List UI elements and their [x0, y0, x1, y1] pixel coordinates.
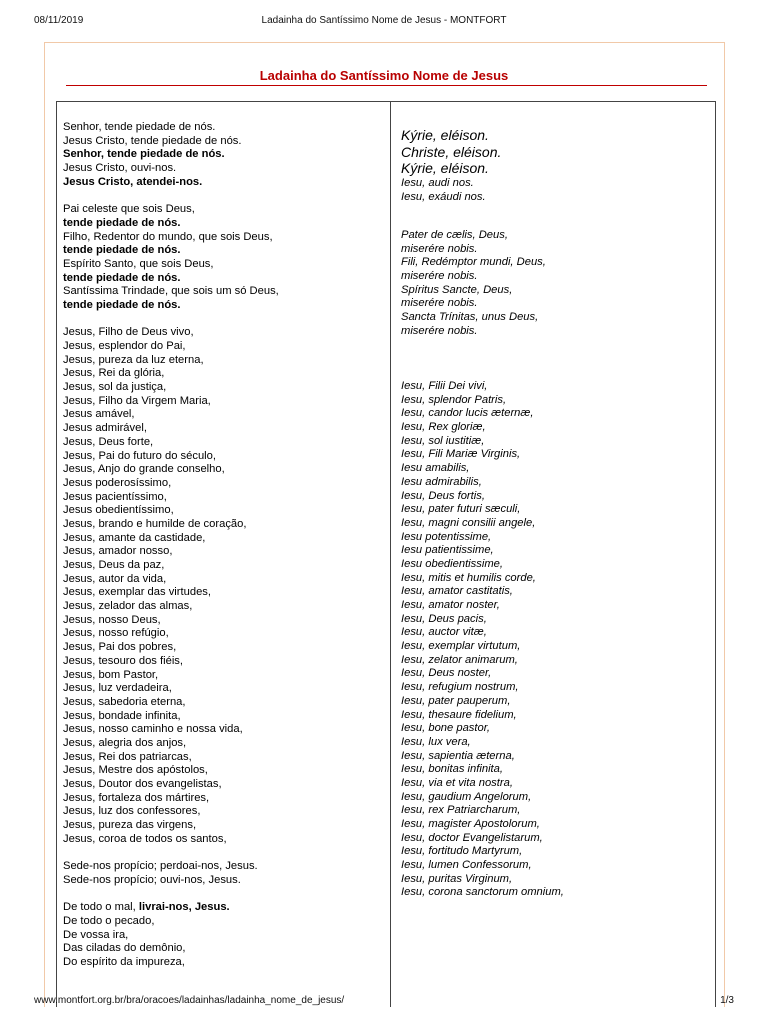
litany-line [63, 915, 279, 929]
document-title: Ladainha do Santíssimo Nome de Jesus [259, 68, 509, 83]
latin-line: Iesu, refugium nostrum, [401, 681, 519, 694]
litany-line-text: Jesus, autor da vida, [63, 572, 167, 585]
litany-line [63, 422, 279, 436]
latin-line: Iesu, thesaure fidelium, [401, 708, 517, 721]
litany-line [63, 614, 279, 628]
stanza-gap [63, 313, 279, 327]
litany-line [63, 792, 279, 806]
litany-line-text: Jesus admirável, [63, 422, 147, 435]
litany-line [63, 450, 279, 464]
litany-line [63, 217, 279, 231]
litany-line-text: Do espírito da impureza, [63, 955, 185, 968]
latin-line: Christe, eléison. [401, 143, 502, 160]
latin-line: Kýrie, eléison. [401, 160, 489, 176]
latin-line: Iesu, exáudi nos. [401, 190, 486, 203]
latin-audi-block [401, 177, 486, 204]
litany-line [63, 326, 279, 340]
litany-line [63, 504, 279, 518]
litany-line-text: Jesus, Rei da glória, [63, 367, 165, 380]
latin-pater-block [401, 229, 546, 339]
litany-line-text: Jesus obedientíssimo, [63, 504, 174, 517]
latin-line: Sancta Trínitas, unus Deus, [401, 311, 539, 324]
litany-line [63, 737, 279, 751]
litany-line [63, 340, 279, 354]
litany-line [63, 819, 279, 833]
latin-line: Iesu, Filii Dei vivi, [401, 380, 488, 392]
litany-line [63, 778, 279, 792]
litany-line-text: Jesus, nosso Deus, [63, 613, 161, 626]
litany-line-text: tende piedade de nós. [63, 244, 181, 257]
litany-line [63, 285, 279, 299]
litany-line-text: Senhor, tende piedade de nós. [63, 148, 225, 161]
litany-line [63, 203, 279, 217]
litany-line [63, 518, 279, 532]
litany-line-text: Jesus, Deus forte, [63, 435, 154, 448]
litany-line-text: Jesus, Deus da paz, [63, 559, 165, 571]
litany-line [63, 669, 279, 683]
litany-line-text: Jesus Cristo, ouvi-nos. [63, 162, 177, 175]
litany-line-text: Jesus, exemplar das virtudes, [63, 586, 211, 599]
litany-line-text: Jesus Cristo, tende piedade de nós. [63, 134, 242, 147]
latin-line: Iesu obedientissime, [401, 557, 503, 570]
latin-line: Kýrie, eléison. [401, 127, 489, 143]
litany-line [63, 901, 279, 915]
litany-line-text: Espírito Santo, que sois Deus, [63, 257, 214, 270]
litany-line-text: Jesus, alegria dos anjos, [63, 736, 187, 749]
litany-line [63, 463, 279, 477]
litany-line-text: tende piedade de nós. [63, 271, 181, 284]
litany-line-text: Jesus, pureza das virgens, [63, 819, 197, 832]
latin-line: Iesu, zelator animarum, [401, 653, 518, 666]
latin-line: Iesu, gaudium Angelorum, [401, 790, 532, 803]
litany-line [63, 956, 279, 970]
print-date: 08/11/2019 [34, 15, 84, 26]
litany-line [63, 805, 279, 819]
litany-line-text: Jesus poderosíssimo, [63, 476, 172, 489]
litany-line [63, 367, 279, 381]
litany-line-text: Jesus, zelador das almas, [63, 600, 193, 613]
litany-line [63, 148, 279, 162]
litany-line [63, 559, 279, 573]
stanza-gap [63, 846, 279, 860]
portuguese-column [63, 121, 279, 970]
latin-line: Spíritus Sancte, Deus, [401, 283, 513, 296]
litany-line-text: Jesus, Pai do futuro do século, [63, 449, 216, 462]
latin-line: Iesu, lux vera, [401, 735, 471, 748]
litany-line-text: Jesus, brando e humilde de coração, [63, 517, 247, 530]
latin-line: Iesu, exemplar virtutum, [401, 640, 521, 653]
title-divider [66, 85, 707, 86]
litany-line-text: Jesus, Anjo do grande conselho, [63, 463, 225, 476]
litany-line [63, 710, 279, 724]
litany-line-text: Jesus amável, [63, 408, 135, 421]
latin-iesu-block [401, 380, 564, 900]
litany-line [63, 244, 279, 258]
litany-line [63, 655, 279, 669]
litany-response: livrai-nos, Jesus. [138, 901, 230, 914]
print-page-title: Ladainha do Santíssimo Nome de Jesus - MONTFORT [261, 15, 507, 26]
latin-line: Iesu, Deus noster, [401, 667, 492, 680]
litany-line-text: Filho, Redentor do mundo, que sois Deus, [63, 230, 273, 243]
litany-line-text: Sede-nos propício; ouvi-nos, Jesus. [63, 873, 241, 886]
litany-line [63, 231, 279, 245]
litany-line-text: tende piedade de nós. [63, 298, 181, 311]
litany-line-text: De vossa ira, [63, 928, 129, 941]
latin-line: Iesu, splendor Patris, [401, 393, 507, 406]
litany-line-text: Jesus, luz dos confessores, [63, 805, 201, 818]
litany-line [63, 641, 279, 655]
litany-line-text: Das ciladas do demônio, [63, 942, 186, 955]
litany-line [63, 381, 279, 395]
latin-line: Iesu, pater pauperum, [401, 694, 511, 707]
litany-line-text: De todo o pecado, [63, 914, 155, 927]
latin-line: Iesu, bone pastor, [401, 722, 490, 735]
print-url: www.montfort.org.br/bra/oracoes/ladainhas/ladainha_nome_de_jesus/ [34, 995, 345, 1006]
litany-line [63, 586, 279, 600]
litany-line [63, 600, 279, 614]
latin-line: Iesu, magni consilii angele, [401, 516, 536, 529]
latin-line: Iesu, sol iustitiæ, [401, 434, 485, 447]
litany-line-text: Santíssima Trindade, que sois um só Deus, [63, 285, 279, 298]
latin-line: Iesu, amator castitatis, [401, 585, 513, 598]
litany-line [63, 682, 279, 696]
litany-line [63, 833, 279, 847]
litany-line [63, 860, 279, 874]
litany-line-text: Jesus, Filho de Deus vivo, [63, 326, 194, 339]
litany-line [63, 545, 279, 559]
latin-line: miserére nobis. [401, 242, 478, 255]
litany-line-text: Jesus, Filho da Virgem Maria, [63, 394, 211, 407]
litany-line [63, 258, 279, 272]
litany-line-text: Senhor, tende piedade de nós. [63, 121, 216, 133]
latin-line: Iesu, Deus fortis, [401, 489, 485, 502]
litany-line-text: Jesus, amador nosso, [63, 545, 173, 558]
litany-line [63, 573, 279, 587]
latin-line: Iesu, magister Apostolorum, [401, 818, 540, 830]
latin-line: Iesu, mitis et humilis corde, [401, 571, 536, 584]
latin-line: Iesu admirabilis, [401, 475, 482, 488]
latin-line: Iesu, candor lucis æternæ, [401, 407, 534, 420]
litany-line [63, 942, 279, 956]
latin-line: Iesu patientissime, [401, 544, 494, 557]
latin-line: Iesu, Rex gloriæ, [401, 421, 486, 434]
latin-line: Iesu, fortitudo Martyrum, [401, 845, 523, 858]
litany-line-text: Jesus Cristo, atendei-nos. [63, 175, 203, 188]
latin-line: Pater de cælis, Deus, [401, 229, 508, 241]
print-page-number: 1/3 [720, 995, 734, 1006]
latin-line: Iesu, Deus pacis, [401, 612, 487, 625]
litany-line-text: Sede-nos propício; perdoai-nos, Jesus. [63, 860, 258, 873]
litany-line [63, 162, 279, 176]
litany-line-text: Jesus, amante da castidade, [63, 531, 206, 544]
latin-line: Iesu, Fili Mariæ Virginis, [401, 448, 521, 461]
litany-line [63, 176, 279, 190]
litany-line [63, 532, 279, 546]
litany-line-text: Jesus, Rei dos patriarcas, [63, 750, 192, 763]
stanza-gap [63, 189, 279, 203]
litany-line [63, 723, 279, 737]
latin-line: miserére nobis. [401, 324, 478, 337]
litany-line-text: Jesus, Doutor dos evangelistas, [63, 778, 222, 790]
litany-line-text: Jesus, fortaleza dos mártires, [63, 791, 210, 804]
litany-line [63, 477, 279, 491]
litany-line-text: Jesus, pureza da luz eterna, [63, 353, 204, 366]
litany-line-text: Jesus, bondade infinita, [63, 709, 181, 722]
latin-line: Fili, Redémptor mundi, Deus, [401, 256, 546, 269]
latin-line: Iesu, lumen Confessorum, [401, 859, 532, 872]
latin-line: Iesu, pater futuri sæculi, [401, 503, 521, 516]
litany-line-text: tende piedade de nós. [63, 216, 181, 229]
litany-line [63, 874, 279, 888]
litany-line-text: Jesus, Pai dos pobres, [63, 641, 177, 654]
litany-line-text: De todo o mal, [63, 901, 139, 914]
stanza-gap [63, 888, 279, 902]
litany-line-text: Jesus, Mestre dos apóstolos, [63, 764, 208, 777]
latin-line: Iesu, via et vita nostra, [401, 776, 513, 789]
litany-line-text: Jesus, nosso caminho e nossa vida, [63, 723, 243, 736]
litany-line-text: Jesus pacientíssimo, [63, 490, 167, 503]
litany-line [63, 764, 279, 778]
litany-line-text: Jesus, coroa de todos os santos, [63, 832, 227, 845]
litany-line [63, 354, 279, 368]
litany-line-text: Jesus, bom Pastor, [63, 668, 159, 681]
litany-line-text: Pai celeste que sois Deus, [63, 203, 195, 216]
latin-line: Iesu, amator noster, [401, 599, 500, 611]
latin-line: Iesu, bonitas infinita, [401, 763, 503, 776]
latin-line: Iesu, corona sanctorum omnium, [401, 886, 564, 899]
litany-line [63, 751, 279, 765]
column-divider [390, 101, 391, 1007]
litany-line [63, 135, 279, 149]
litany-line [63, 491, 279, 505]
latin-line: Iesu, audi nos. [401, 177, 474, 189]
litany-line [63, 395, 279, 409]
litany-line-text: Jesus, tesouro dos fiéis, [63, 654, 184, 667]
litany-line-text: Jesus, sabedoria eterna, [63, 695, 186, 708]
litany-line [63, 299, 279, 313]
litany-line [63, 121, 279, 135]
latin-kyrie-block [401, 127, 501, 177]
litany-line-text: Jesus, nosso refúgio, [63, 627, 169, 640]
litany-line-text: Jesus, luz verdadeira, [63, 682, 172, 695]
latin-line: Iesu, rex Patriarcharum, [401, 804, 521, 817]
litany-line-text: Jesus, sol da justiça, [63, 381, 167, 394]
latin-line: Iesu, doctor Evangelistarum, [401, 831, 543, 844]
latin-line: Iesu, auctor vitæ, [401, 626, 487, 639]
latin-line: miserére nobis. [401, 270, 478, 283]
latin-line: Iesu potentissime, [401, 530, 492, 543]
litany-line [63, 696, 279, 710]
litany-line [63, 408, 279, 422]
litany-line [63, 627, 279, 641]
latin-line: Iesu, puritas Virginum, [401, 872, 513, 885]
litany-line [63, 929, 279, 943]
latin-line: Iesu amabilis, [401, 462, 470, 475]
litany-line [63, 436, 279, 450]
latin-line: miserére nobis. [401, 297, 478, 310]
litany-line [63, 272, 279, 286]
litany-line-text: Jesus, esplendor do Pai, [63, 340, 186, 352]
latin-line: Iesu, sapientia æterna, [401, 749, 515, 762]
